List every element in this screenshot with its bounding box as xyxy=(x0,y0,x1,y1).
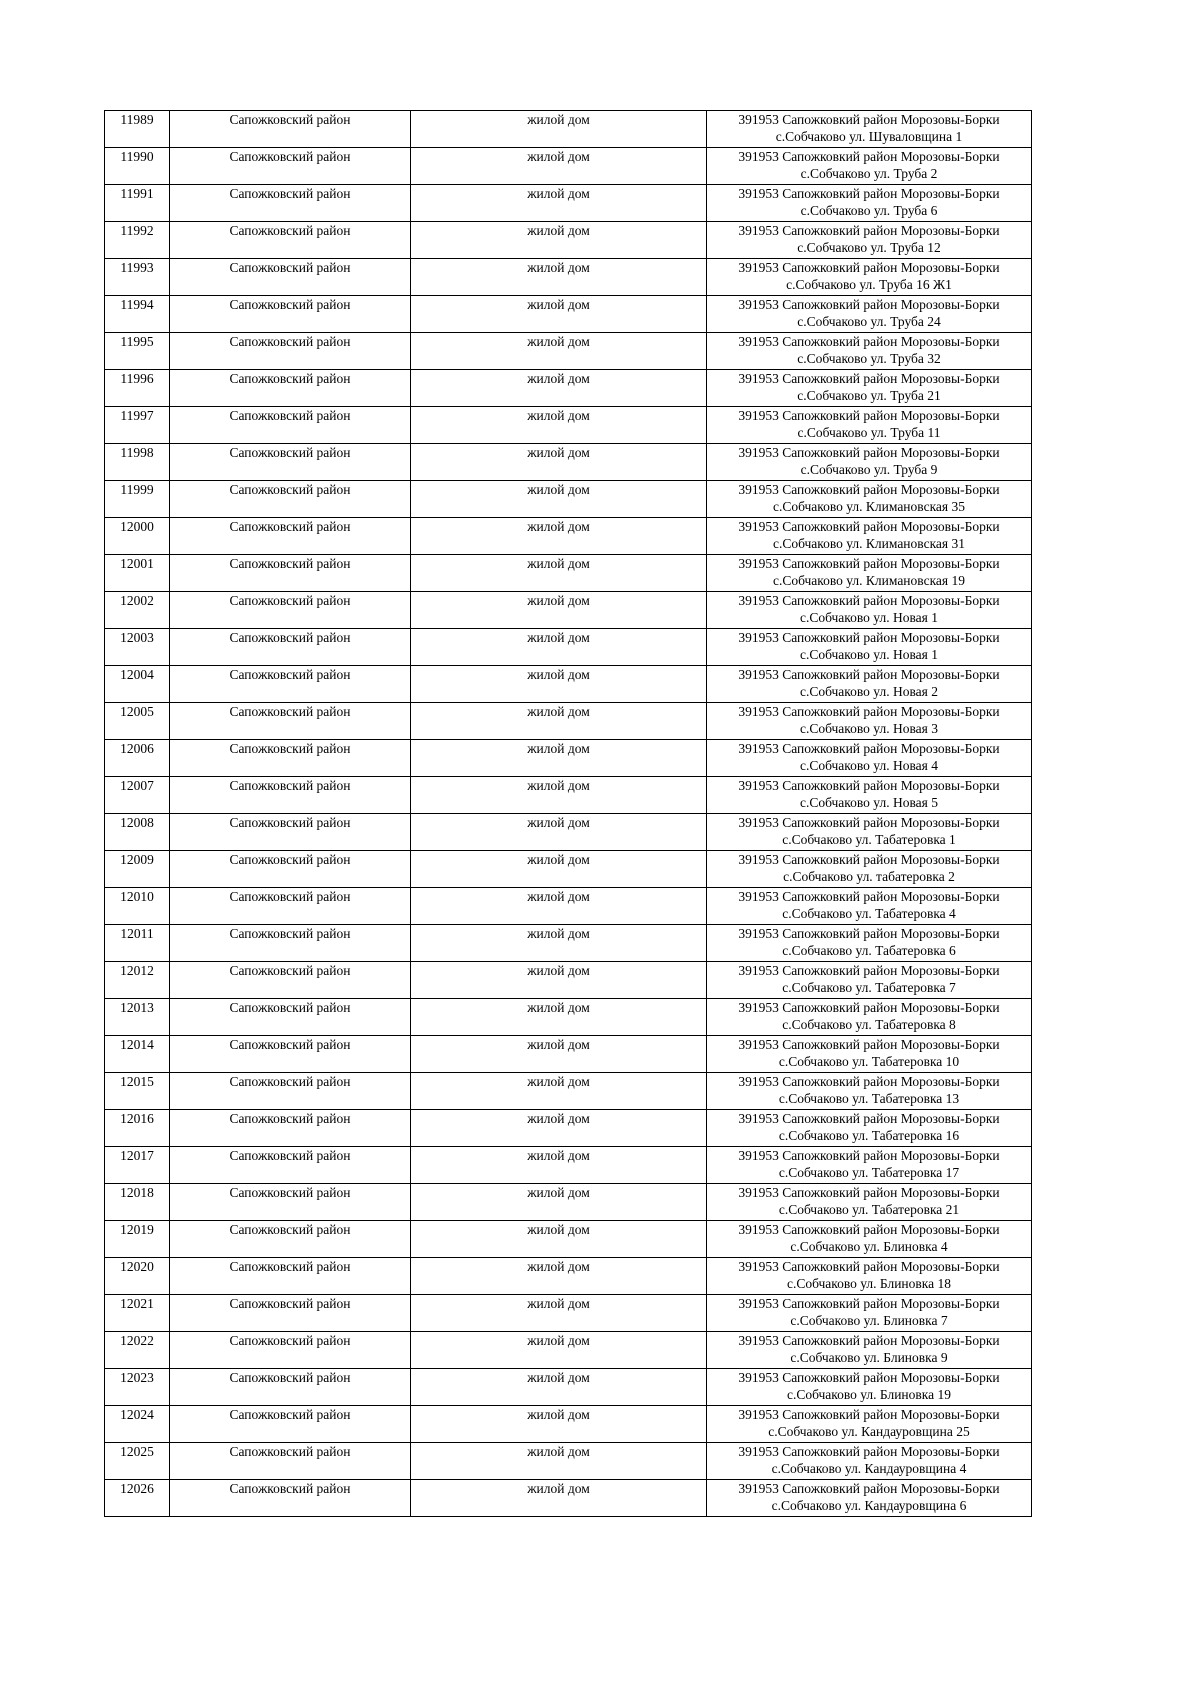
object-type-cell: жилой дом xyxy=(411,222,707,259)
record-number-cell: 12022 xyxy=(105,1332,170,1369)
address-cell xyxy=(707,814,1032,851)
address-line-2: с.Собчаково ул. Труба 32 xyxy=(797,351,941,366)
record-number-cell: 12016 xyxy=(105,1110,170,1147)
address-line-1: 391953 Сапожковкий район Морозовы-Борки xyxy=(738,963,1000,978)
address-cell xyxy=(707,629,1032,666)
object-type-cell: жилой дом xyxy=(411,1369,707,1406)
table-row xyxy=(105,1406,1032,1443)
district-cell: Сапожковский район xyxy=(170,1332,411,1369)
address-cell xyxy=(707,481,1032,518)
district-cell: Сапожковский район xyxy=(170,814,411,851)
district-cell: Сапожковский район xyxy=(170,925,411,962)
object-type-cell: жилой дом xyxy=(411,999,707,1036)
object-type-cell: жилой дом xyxy=(411,777,707,814)
record-number-cell: 12007 xyxy=(105,777,170,814)
object-type-cell: жилой дом xyxy=(411,814,707,851)
address-line-2: с.Собчаково ул. Труба 16 Ж1 xyxy=(786,277,952,292)
record-number-cell: 12020 xyxy=(105,1258,170,1295)
address-line-2: с.Собчаково ул. Климановская 31 xyxy=(772,536,966,551)
address-line-2: с.Собчаково ул. Кандауровщина 25 xyxy=(768,1424,970,1439)
table-row xyxy=(105,999,1032,1036)
address-cell xyxy=(707,740,1032,777)
district-cell: Сапожковский район xyxy=(170,555,411,592)
address-cell xyxy=(707,962,1032,999)
district-cell: Сапожковский район xyxy=(170,444,411,481)
district-cell: Сапожковский район xyxy=(170,1443,411,1480)
address-cell xyxy=(707,1036,1032,1073)
address-line-1: 391953 Сапожковкий район Морозовы-Борки xyxy=(738,1074,1000,1089)
address-line-1: 391953 Сапожковкий район Морозовы-Борки xyxy=(738,408,1000,423)
address-line-2: с.Собчаково ул. Труба 21 xyxy=(797,388,941,403)
address-line-2: с.Собчаково ул. Новая 5 xyxy=(800,795,938,810)
record-number-cell: 12026 xyxy=(105,1480,170,1517)
object-type-cell: жилой дом xyxy=(411,925,707,962)
record-number-cell: 12015 xyxy=(105,1073,170,1110)
object-type-cell: жилой дом xyxy=(411,1480,707,1517)
record-number-cell: 12021 xyxy=(105,1295,170,1332)
address-cell xyxy=(707,555,1032,592)
table-row xyxy=(105,1184,1032,1221)
record-number-cell: 11992 xyxy=(105,222,170,259)
address-cell xyxy=(707,1443,1032,1480)
address-line-1: 391953 Сапожковкий район Морозовы-Борки xyxy=(738,1111,1000,1126)
address-cell xyxy=(707,1147,1032,1184)
object-type-cell: жилой дом xyxy=(411,481,707,518)
address-line-2: с.Собчаково ул. Труба 24 xyxy=(797,314,941,329)
object-type-cell: жилой дом xyxy=(411,111,707,148)
district-cell: Сапожковский район xyxy=(170,703,411,740)
address-line-1: 391953 Сапожковкий район Морозовы-Борки xyxy=(738,1407,1000,1422)
table-row xyxy=(105,555,1032,592)
record-number-cell: 12024 xyxy=(105,1406,170,1443)
table-row xyxy=(105,333,1032,370)
address-line-2: с.Собчаково ул. Табатеровка 1 xyxy=(782,832,956,847)
object-type-cell: жилой дом xyxy=(411,296,707,333)
table-row xyxy=(105,148,1032,185)
address-line-1: 391953 Сапожковкий район Морозовы-Борки xyxy=(738,371,1000,386)
address-cell xyxy=(707,370,1032,407)
table-row xyxy=(105,111,1032,148)
table-row xyxy=(105,851,1032,888)
record-number-cell: 11990 xyxy=(105,148,170,185)
table-row xyxy=(105,296,1032,333)
district-cell: Сапожковский район xyxy=(170,481,411,518)
address-registry-table xyxy=(104,110,1032,1517)
object-type-cell: жилой дом xyxy=(411,1073,707,1110)
address-line-2: с.Собчаково ул. Труба 11 xyxy=(797,425,941,440)
record-number-cell: 11993 xyxy=(105,259,170,296)
district-cell: Сапожковский район xyxy=(170,370,411,407)
address-cell xyxy=(707,111,1032,148)
district-cell: Сапожковский район xyxy=(170,1110,411,1147)
record-number-cell: 12008 xyxy=(105,814,170,851)
object-type-cell: жилой дом xyxy=(411,444,707,481)
district-cell: Сапожковский район xyxy=(170,1147,411,1184)
record-number-cell: 12004 xyxy=(105,666,170,703)
address-line-2: с.Собчаково ул. Блиновка 9 xyxy=(790,1350,948,1365)
district-cell: Сапожковский район xyxy=(170,333,411,370)
object-type-cell: жилой дом xyxy=(411,888,707,925)
object-type-cell: жилой дом xyxy=(411,592,707,629)
address-cell xyxy=(707,1332,1032,1369)
address-line-2: с.Собчаково ул. Блиновка 4 xyxy=(790,1239,948,1254)
address-line-2: с.Собчаково ул. Новая 1 xyxy=(800,610,938,625)
object-type-cell: жилой дом xyxy=(411,1147,707,1184)
address-line-1: 391953 Сапожковкий район Морозовы-Борки xyxy=(738,926,1000,941)
address-cell xyxy=(707,925,1032,962)
district-cell: Сапожковский район xyxy=(170,962,411,999)
address-cell xyxy=(707,185,1032,222)
table-row xyxy=(105,888,1032,925)
address-line-2: с.Собчаково ул. Труба 2 xyxy=(800,166,938,181)
record-number-cell: 11989 xyxy=(105,111,170,148)
address-line-2: с.Собчаково ул. Климановская 19 xyxy=(772,573,966,588)
address-line-1: 391953 Сапожковкий район Морозовы-Борки xyxy=(738,334,1000,349)
record-number-cell: 11995 xyxy=(105,333,170,370)
address-line-2: с.Собчаково ул. Новая 3 xyxy=(800,721,938,736)
address-line-1: 391953 Сапожковкий район Морозовы-Борки xyxy=(738,112,1000,127)
address-line-2: с.Собчаково ул. Труба 9 xyxy=(800,462,938,477)
object-type-cell: жилой дом xyxy=(411,629,707,666)
record-number-cell: 12023 xyxy=(105,1369,170,1406)
table-row xyxy=(105,222,1032,259)
table-row xyxy=(105,1221,1032,1258)
address-line-2: с.Собчаково ул. Табатеровка 13 xyxy=(778,1091,960,1106)
district-cell: Сапожковский район xyxy=(170,999,411,1036)
table-row xyxy=(105,518,1032,555)
object-type-cell: жилой дом xyxy=(411,1443,707,1480)
address-line-1: 391953 Сапожковкий район Морозовы-Борки xyxy=(738,1296,1000,1311)
address-cell xyxy=(707,222,1032,259)
record-number-cell: 12017 xyxy=(105,1147,170,1184)
address-line-2: с.Собчаково ул. Табатеровка 7 xyxy=(782,980,956,995)
district-cell: Сапожковский район xyxy=(170,740,411,777)
table-row xyxy=(105,444,1032,481)
address-cell xyxy=(707,444,1032,481)
address-line-1: 391953 Сапожковкий район Морозовы-Борки xyxy=(738,186,1000,201)
object-type-cell: жилой дом xyxy=(411,1184,707,1221)
address-line-1: 391953 Сапожковкий район Морозовы-Борки xyxy=(738,556,1000,571)
address-line-2: с.Собчаково ул. Блиновка 18 xyxy=(786,1276,952,1291)
address-line-2: с.Собчаково ул. Климановская 35 xyxy=(772,499,966,514)
object-type-cell: жилой дом xyxy=(411,1295,707,1332)
address-line-2: с.Собчаково ул. Труба 12 xyxy=(797,240,941,255)
address-line-1: 391953 Сапожковкий район Морозовы-Борки xyxy=(738,1481,1000,1496)
record-number-cell: 12001 xyxy=(105,555,170,592)
address-line-2: с.Собчаково ул. Шуваловщина 1 xyxy=(775,129,963,144)
address-line-1: 391953 Сапожковкий район Морозовы-Борки xyxy=(738,1333,1000,1348)
district-cell: Сапожковский район xyxy=(170,185,411,222)
table-row xyxy=(105,740,1032,777)
address-cell xyxy=(707,1258,1032,1295)
district-cell: Сапожковский район xyxy=(170,1184,411,1221)
address-line-1: 391953 Сапожковкий район Морозовы-Борки xyxy=(738,667,1000,682)
table-row xyxy=(105,1110,1032,1147)
table-row xyxy=(105,370,1032,407)
district-cell: Сапожковский район xyxy=(170,148,411,185)
record-number-cell: 12013 xyxy=(105,999,170,1036)
address-line-2: с.Собчаково ул. Кандауровщина 6 xyxy=(771,1498,967,1513)
address-line-2: с.Собчаково ул. Табатеровка 6 xyxy=(782,943,956,958)
address-line-2: с.Собчаково ул. Табатеровка 4 xyxy=(782,906,956,921)
address-cell xyxy=(707,777,1032,814)
district-cell: Сапожковский район xyxy=(170,518,411,555)
table-row xyxy=(105,703,1032,740)
record-number-cell: 11999 xyxy=(105,481,170,518)
record-number-cell: 12005 xyxy=(105,703,170,740)
district-cell: Сапожковский район xyxy=(170,1295,411,1332)
address-line-1: 391953 Сапожковкий район Морозовы-Борки xyxy=(738,223,1000,238)
address-line-1: 391953 Сапожковкий район Морозовы-Борки xyxy=(738,778,1000,793)
district-cell: Сапожковский район xyxy=(170,1036,411,1073)
table-row xyxy=(105,1480,1032,1517)
address-line-2: с.Собчаково ул. Новая 4 xyxy=(800,758,938,773)
address-line-1: 391953 Сапожковкий район Морозовы-Борки xyxy=(738,815,1000,830)
district-cell: Сапожковский район xyxy=(170,407,411,444)
object-type-cell: жилой дом xyxy=(411,148,707,185)
object-type-cell: жилой дом xyxy=(411,518,707,555)
address-cell xyxy=(707,407,1032,444)
district-cell: Сапожковский район xyxy=(170,1369,411,1406)
address-line-1: 391953 Сапожковкий район Морозовы-Борки xyxy=(738,297,1000,312)
table-row xyxy=(105,1443,1032,1480)
record-number-cell: 11998 xyxy=(105,444,170,481)
district-cell: Сапожковский район xyxy=(170,666,411,703)
record-number-cell: 11994 xyxy=(105,296,170,333)
address-cell xyxy=(707,1184,1032,1221)
address-line-1: 391953 Сапожковкий район Морозовы-Борки xyxy=(738,1259,1000,1274)
district-cell: Сапожковский район xyxy=(170,1480,411,1517)
table-row xyxy=(105,962,1032,999)
address-line-1: 391953 Сапожковкий район Морозовы-Борки xyxy=(738,889,1000,904)
record-number-cell: 12009 xyxy=(105,851,170,888)
address-line-1: 391953 Сапожковкий район Морозовы-Борки xyxy=(738,704,1000,719)
address-line-2: с.Собчаково ул. Табатеровка 17 xyxy=(778,1165,960,1180)
address-line-2: с.Собчаково ул. Табатеровка 8 xyxy=(782,1017,956,1032)
table-row xyxy=(105,1073,1032,1110)
address-cell xyxy=(707,592,1032,629)
table-row xyxy=(105,185,1032,222)
record-number-cell: 12025 xyxy=(105,1443,170,1480)
table-row xyxy=(105,666,1032,703)
address-line-2: с.Собчаково ул. Новая 2 xyxy=(800,684,938,699)
object-type-cell: жилой дом xyxy=(411,1110,707,1147)
address-line-2: с.Собчаково ул. Кандауровщина 4 xyxy=(771,1461,967,1476)
table-row xyxy=(105,481,1032,518)
address-cell xyxy=(707,888,1032,925)
district-cell: Сапожковский район xyxy=(170,1221,411,1258)
district-cell: Сапожковский район xyxy=(170,296,411,333)
district-cell: Сапожковский район xyxy=(170,888,411,925)
table-row xyxy=(105,1258,1032,1295)
record-number-cell: 12000 xyxy=(105,518,170,555)
address-line-1: 391953 Сапожковкий район Морозовы-Борки xyxy=(738,1148,1000,1163)
address-cell xyxy=(707,666,1032,703)
table-row xyxy=(105,1369,1032,1406)
address-line-1: 391953 Сапожковкий район Морозовы-Борки xyxy=(738,852,1000,867)
address-line-2: с.Собчаково ул. Блиновка 7 xyxy=(790,1313,948,1328)
table-row xyxy=(105,1147,1032,1184)
table-row xyxy=(105,592,1032,629)
object-type-cell: жилой дом xyxy=(411,407,707,444)
record-number-cell: 12019 xyxy=(105,1221,170,1258)
address-line-2: с.Собчаково ул. Блиновка 19 xyxy=(786,1387,952,1402)
object-type-cell: жилой дом xyxy=(411,1332,707,1369)
address-cell xyxy=(707,703,1032,740)
record-number-cell: 11996 xyxy=(105,370,170,407)
object-type-cell: жилой дом xyxy=(411,259,707,296)
address-cell xyxy=(707,1110,1032,1147)
object-type-cell: жилой дом xyxy=(411,333,707,370)
registry-body xyxy=(105,111,1032,1517)
table-row xyxy=(105,1332,1032,1369)
table-row xyxy=(105,407,1032,444)
object-type-cell: жилой дом xyxy=(411,370,707,407)
address-line-2: с.Собчаково ул. Табатеровка 10 xyxy=(778,1054,960,1069)
address-cell xyxy=(707,999,1032,1036)
address-line-1: 391953 Сапожковкий район Морозовы-Борки xyxy=(738,630,1000,645)
address-line-2: с.Собчаково ул. Табатеровка 16 xyxy=(778,1128,960,1143)
district-cell: Сапожковский район xyxy=(170,111,411,148)
object-type-cell: жилой дом xyxy=(411,740,707,777)
address-cell xyxy=(707,333,1032,370)
address-line-1: 391953 Сапожковкий район Морозовы-Борки xyxy=(738,1444,1000,1459)
district-cell: Сапожковский район xyxy=(170,222,411,259)
record-number-cell: 12010 xyxy=(105,888,170,925)
address-line-2: с.Собчаково ул. Новая 1 xyxy=(800,647,938,662)
address-line-1: 391953 Сапожковкий район Морозовы-Борки xyxy=(738,593,1000,608)
record-number-cell: 12011 xyxy=(105,925,170,962)
district-cell: Сапожковский район xyxy=(170,592,411,629)
address-cell xyxy=(707,1073,1032,1110)
table-row xyxy=(105,814,1032,851)
object-type-cell: жилой дом xyxy=(411,1036,707,1073)
object-type-cell: жилой дом xyxy=(411,1221,707,1258)
record-number-cell: 12012 xyxy=(105,962,170,999)
table-row xyxy=(105,259,1032,296)
address-cell xyxy=(707,1295,1032,1332)
district-cell: Сапожковский район xyxy=(170,777,411,814)
address-line-1: 391953 Сапожковкий район Морозовы-Борки xyxy=(738,1222,1000,1237)
address-line-1: 391953 Сапожковкий район Морозовы-Борки xyxy=(738,741,1000,756)
address-cell xyxy=(707,296,1032,333)
object-type-cell: жилой дом xyxy=(411,1406,707,1443)
object-type-cell: жилой дом xyxy=(411,962,707,999)
address-cell xyxy=(707,1369,1032,1406)
district-cell: Сапожковский район xyxy=(170,1406,411,1443)
address-line-1: 391953 Сапожковкий район Морозовы-Борки xyxy=(738,482,1000,497)
object-type-cell: жилой дом xyxy=(411,1258,707,1295)
address-line-1: 391953 Сапожковкий район Морозовы-Борки xyxy=(738,1037,1000,1052)
address-line-2: с.Собчаково ул. Труба 6 xyxy=(800,203,938,218)
address-cell xyxy=(707,518,1032,555)
address-cell xyxy=(707,1480,1032,1517)
district-cell: Сапожковский район xyxy=(170,851,411,888)
address-cell xyxy=(707,851,1032,888)
record-number-cell: 11997 xyxy=(105,407,170,444)
table-row xyxy=(105,1036,1032,1073)
record-number-cell: 12014 xyxy=(105,1036,170,1073)
address-line-1: 391953 Сапожковкий район Морозовы-Борки xyxy=(738,1370,1000,1385)
record-number-cell: 12018 xyxy=(105,1184,170,1221)
table-row xyxy=(105,1295,1032,1332)
address-line-1: 391953 Сапожковкий район Морозовы-Борки xyxy=(738,260,1000,275)
object-type-cell: жилой дом xyxy=(411,666,707,703)
district-cell: Сапожковский район xyxy=(170,1258,411,1295)
table-row xyxy=(105,777,1032,814)
table-row xyxy=(105,925,1032,962)
address-cell xyxy=(707,259,1032,296)
record-number-cell: 12003 xyxy=(105,629,170,666)
object-type-cell: жилой дом xyxy=(411,185,707,222)
address-cell xyxy=(707,148,1032,185)
address-line-1: 391953 Сапожковкий район Морозовы-Борки xyxy=(738,1185,1000,1200)
table-row xyxy=(105,629,1032,666)
object-type-cell: жилой дом xyxy=(411,703,707,740)
address-cell xyxy=(707,1406,1032,1443)
object-type-cell: жилой дом xyxy=(411,555,707,592)
address-cell xyxy=(707,1221,1032,1258)
district-cell: Сапожковский район xyxy=(170,629,411,666)
address-line-1: 391953 Сапожковкий район Морозовы-Борки xyxy=(738,445,1000,460)
address-line-2: с.Собчаково ул. Табатеровка 21 xyxy=(778,1202,960,1217)
address-line-1: 391953 Сапожковкий район Морозовы-Борки xyxy=(738,519,1000,534)
address-line-1: 391953 Сапожковкий район Морозовы-Борки xyxy=(738,149,1000,164)
district-cell: Сапожковский район xyxy=(170,259,411,296)
record-number-cell: 12002 xyxy=(105,592,170,629)
address-line-2: с.Собчаково ул. табатеровка 2 xyxy=(783,869,955,884)
record-number-cell: 11991 xyxy=(105,185,170,222)
address-line-1: 391953 Сапожковкий район Морозовы-Борки xyxy=(738,1000,1000,1015)
object-type-cell: жилой дом xyxy=(411,851,707,888)
record-number-cell: 12006 xyxy=(105,740,170,777)
district-cell: Сапожковский район xyxy=(170,1073,411,1110)
